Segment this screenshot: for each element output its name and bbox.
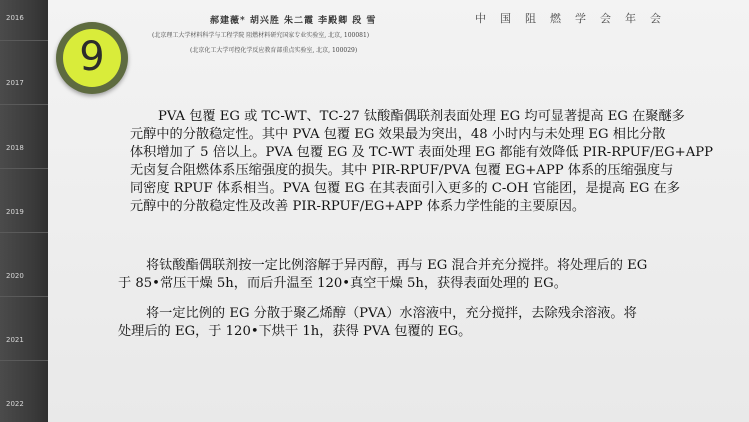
text-line: 无卤复合阻燃体系压缩强度的损失。其中 PIR-RPUF/PVA 包覆 EG+APP 体系的压缩强度与 [130,163,674,178]
timeline-year[interactable]: 2016 [6,14,24,22]
slide-number: 9 [79,34,105,80]
paper-authors: 郝建薇* 胡兴胜 朱二霞 李殿卿 段 雪 [210,16,377,26]
slide-number-badge-inner [63,29,121,87]
timeline-year[interactable]: 2017 [6,79,24,87]
timeline-divider [0,296,48,297]
timeline-year[interactable]: 2019 [6,208,24,216]
timeline-sidebar [0,0,48,422]
timeline-divider [0,360,48,361]
timeline-divider [0,232,48,233]
text-line: 将一定比例的 EG 分散于聚乙烯醇（PVA）水溶液中，充分搅拌，去除残余溶液。将 [146,306,637,321]
text-line: PVA 包覆 EG 或 TC-WT、TC-27 钛酸酯偶联剂表面处理 EG 均可显著提高 EG 在聚醚多 [158,109,685,124]
text-line: 同密度 RPUF 体系相当。PVA 包覆 EG 在其表面引入更多的 C-OH 官能团，是提高 EG 在多 [130,181,681,196]
timeline-year[interactable]: 2020 [6,272,24,280]
method-paragraph [118,305,723,341]
timeline-year[interactable]: 2018 [6,144,24,152]
timeline-divider [0,40,48,41]
paper-affiliation: (北京化工大学可控化学反应教育部重点实验室, 北京, 100029) [190,47,358,54]
timeline-year[interactable]: 2022 [6,400,24,408]
method-paragraph [118,257,723,293]
text-line: 元醇中的分散稳定性及改善 PIR-RPUF/EG+APP 体系力学性能的主要原因。 [130,199,586,214]
text-line: 将钛酸酯偶联剂按一定比例溶解于异丙醇，再与 EG 混合并充分搅拌。将处理后的 EG [146,258,648,273]
timeline-year[interactable]: 2021 [6,336,24,344]
text-line: 元醇中的分散稳定性。其中 PVA 包覆 EG 效果最为突出，48 小时内与未处理 EG 相比分散 [130,127,666,142]
text-line: 于 85•常压干燥 5h，而后升温至 120•真空干燥 5h，获得表面处理的 EG。 [118,276,567,291]
timeline-divider [0,104,48,105]
timeline-divider [0,168,48,169]
conference-header: 中国阻燃学会年会 [475,12,675,25]
text-line: 体积增加了 5 倍以上。PVA 包覆 EG 及 TC-WT 表面处理 EG 都能有效降低 PIR-RPUF/EG+APP [130,145,713,160]
text-line: 处理后的 EG，于 120•下烘干 1h，获得 PVA 包覆的 EG。 [118,324,472,339]
abstract-paragraph [130,108,725,216]
paper-affiliation: (北京理工大学材料科学与工程学院 阻燃材料研究国家专业实验室, 北京, 100081) [152,32,370,39]
